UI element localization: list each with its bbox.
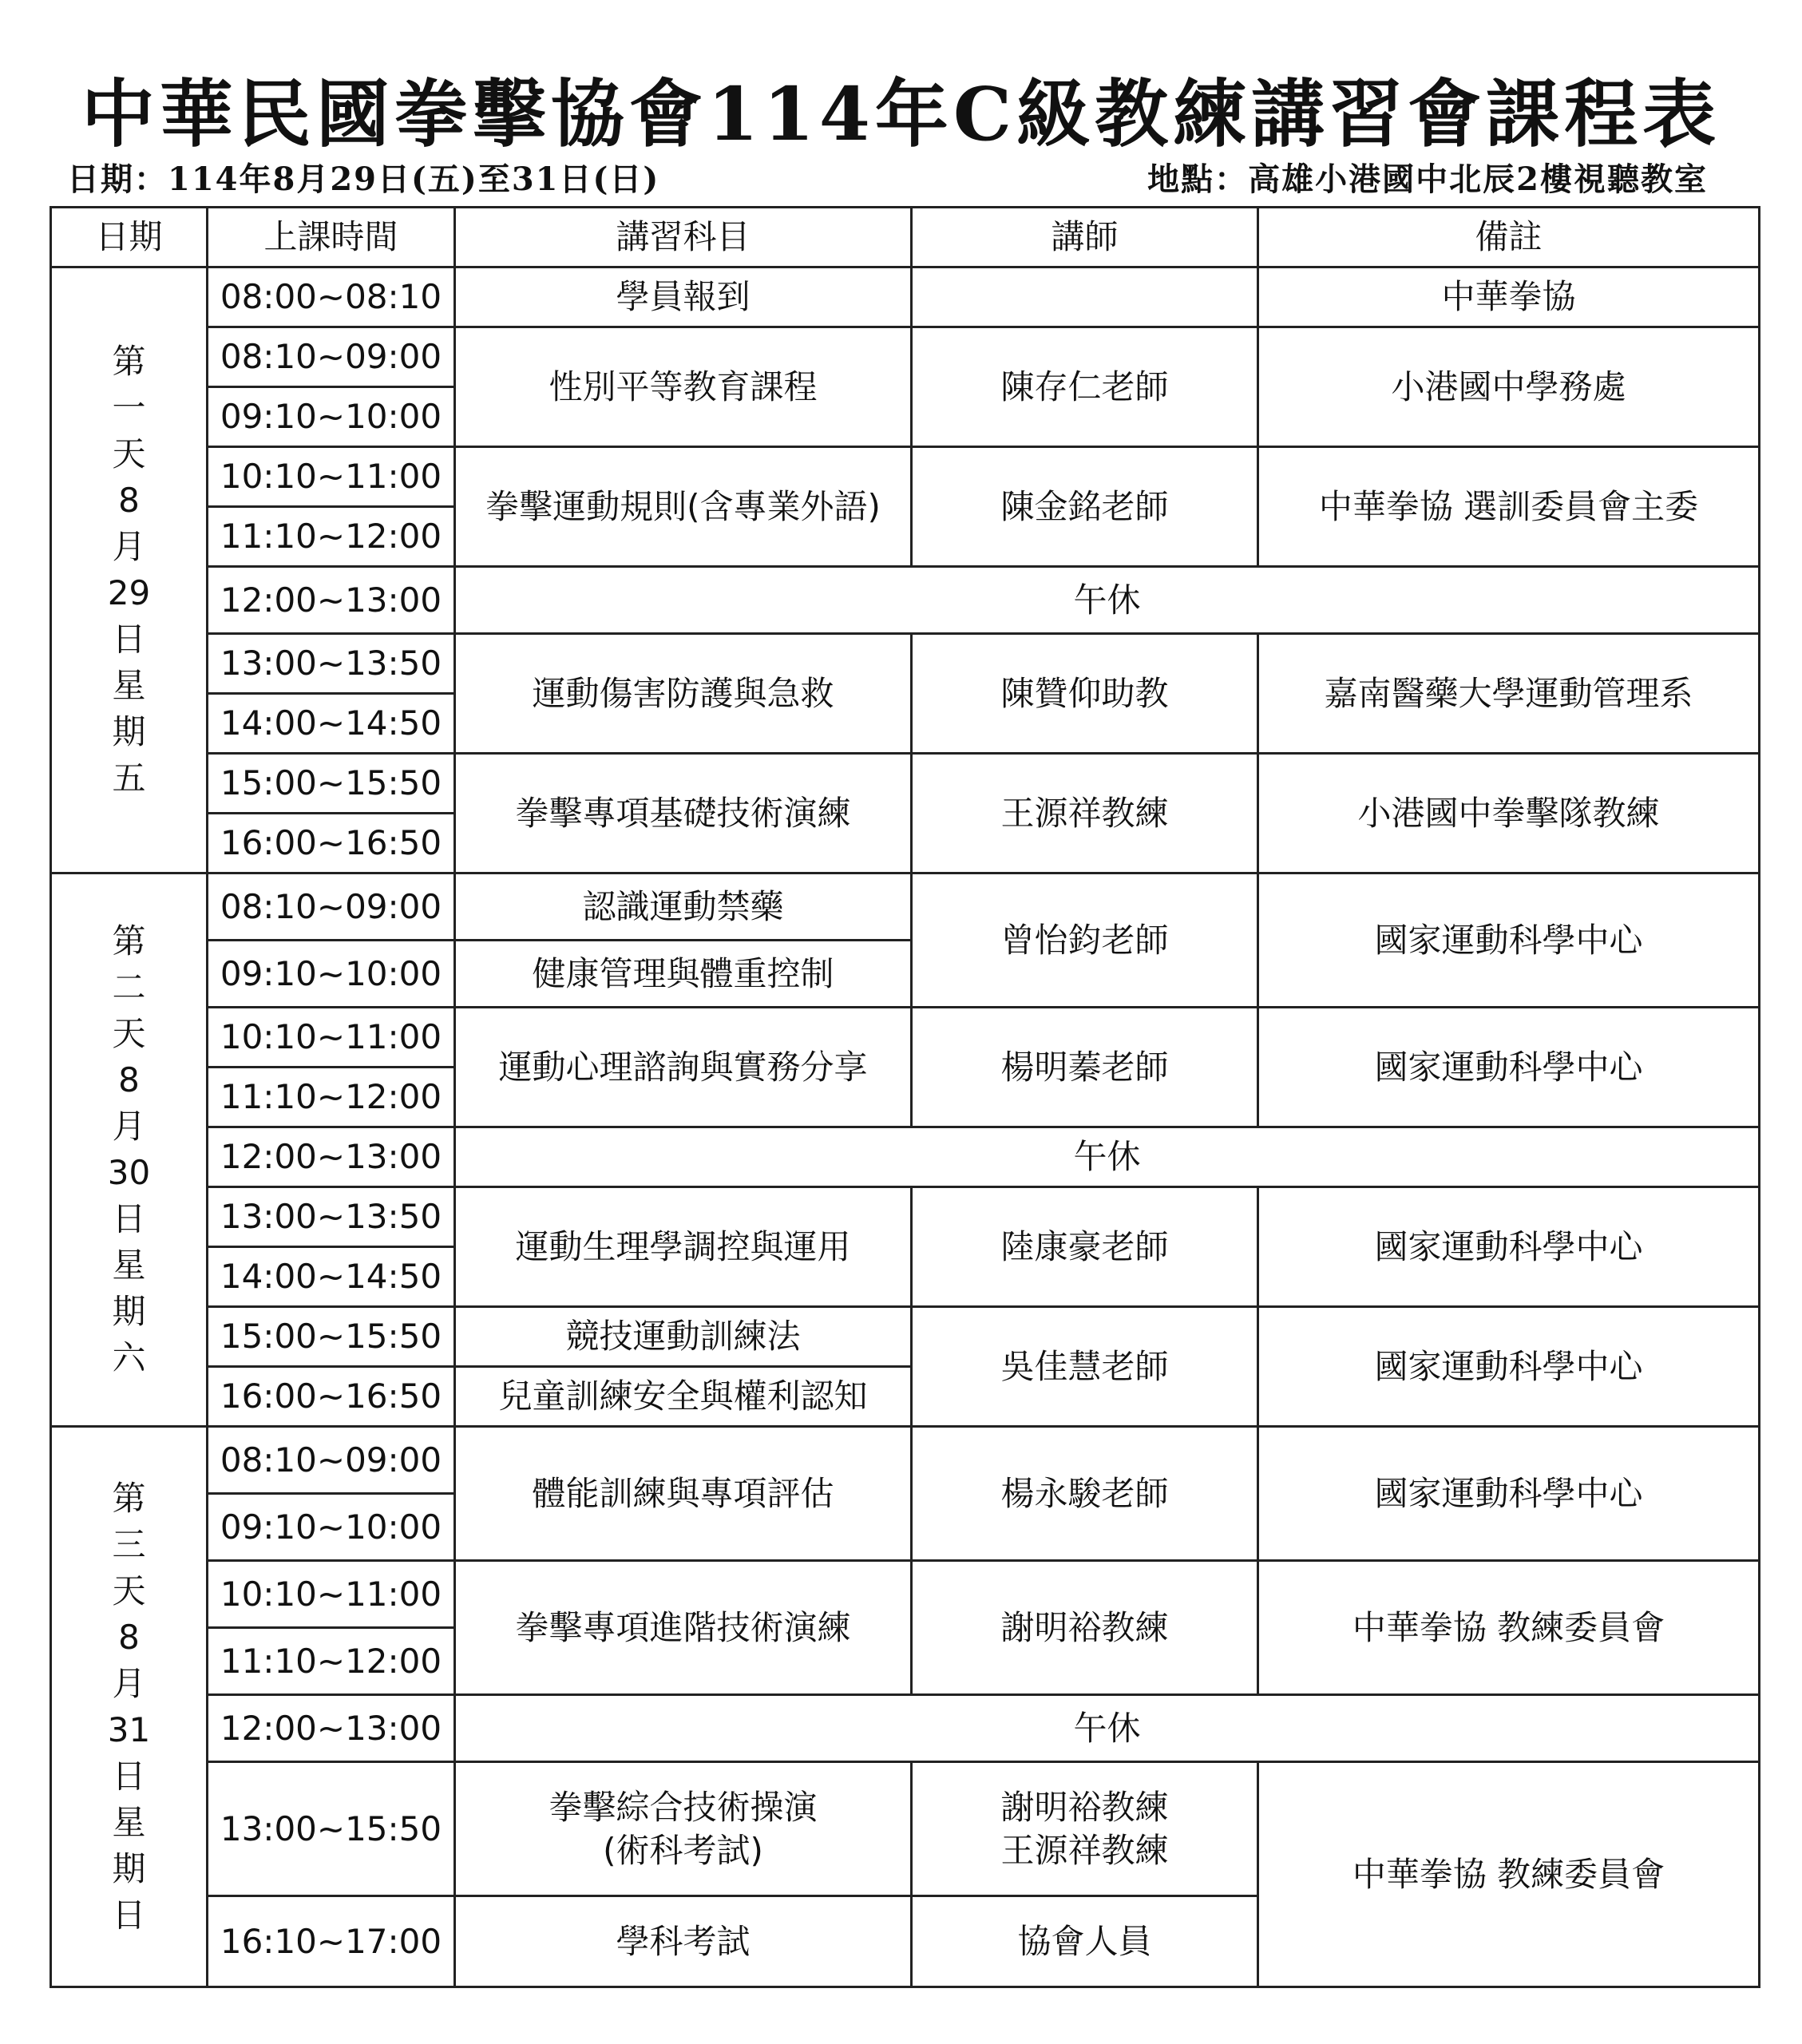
day-cell	[51, 873, 208, 1427]
remark-cell: 小港國中拳擊隊教練	[1258, 754, 1760, 873]
instructor-line: 王源祥教練	[1000, 1830, 1169, 1870]
day-label: 第二天8月30日星期六	[107, 921, 151, 1377]
table-row	[51, 634, 1760, 694]
instructor-cell: 曾怡鈞老師	[912, 873, 1258, 1008]
remark-cell: 中華拳協 教練委員會	[1258, 1762, 1760, 1987]
table-row	[51, 1762, 1760, 1896]
time-cell: 12:00~13:00	[208, 567, 455, 634]
table-row	[51, 1127, 1760, 1187]
instructor-cell: 吳佳慧老師	[912, 1307, 1258, 1427]
remark-cell: 國家運動科學中心	[1258, 1008, 1760, 1127]
instructor-cell: 陸康豪老師	[912, 1187, 1258, 1307]
remark-cell: 小港國中學務處	[1258, 327, 1760, 447]
subject-cell: 運動心理諮詢與實務分享	[455, 1008, 912, 1127]
time-cell: 08:00~08:10	[208, 267, 455, 327]
instructor-cell: 協會人員	[912, 1896, 1258, 1987]
instructor-cell: 王源祥教練	[912, 754, 1258, 873]
date-line: 日期：114年8月29日(五)至31日(日)	[67, 160, 660, 198]
subject-cell: 拳擊運動規則(含專業外語)	[455, 447, 912, 567]
time-cell: 11:10~12:00	[208, 507, 455, 567]
subject-cell: 競技運動訓練法	[455, 1307, 912, 1367]
remark-cell: 國家運動科學中心	[1258, 873, 1760, 1008]
table-row	[51, 754, 1760, 814]
header-date: 日期	[51, 208, 208, 267]
subject-cell: 運動生理學調控與運用	[455, 1187, 912, 1307]
time-cell: 16:00~16:50	[208, 814, 455, 873]
table-row	[51, 567, 1760, 634]
header-subject: 講習科目	[455, 208, 912, 267]
time-cell: 14:00~14:50	[208, 1247, 455, 1307]
time-cell: 15:00~15:50	[208, 754, 455, 814]
lunch-break-cell: 午休	[455, 567, 1760, 634]
time-cell: 09:10~10:00	[208, 941, 455, 1008]
instructor-cell: 陳金銘老師	[912, 447, 1258, 567]
instructor-cell: 楊永駿老師	[912, 1427, 1258, 1561]
location-line: 地點：高雄小港國中北辰2樓視聽教室	[1147, 160, 1708, 198]
table-row	[51, 1307, 1760, 1367]
subject-cell: 性別平等教育課程	[455, 327, 912, 447]
header-row	[51, 208, 1760, 267]
time-cell: 08:10~09:00	[208, 327, 455, 387]
instructor-cell: 陳存仁老師	[912, 327, 1258, 447]
subject-line: 拳擊綜合技術操演	[549, 1787, 818, 1827]
time-cell: 16:10~17:00	[208, 1896, 455, 1987]
subject-cell: 兒童訓練安全與權利認知	[455, 1367, 912, 1427]
instructor-cell: 楊明蓁老師	[912, 1008, 1258, 1127]
table-row	[51, 267, 1760, 327]
remark-cell: 中華拳協 教練委員會	[1258, 1561, 1760, 1695]
time-cell: 09:10~10:00	[208, 387, 455, 447]
time-cell: 12:00~13:00	[208, 1695, 455, 1762]
day-label: 第一天8月29日星期五	[107, 342, 151, 798]
lunch-break-cell: 午休	[455, 1695, 1760, 1762]
header-remark: 備註	[1258, 208, 1760, 267]
subject-line: (術科考試)	[603, 1830, 763, 1870]
instructor-line: 謝明裕教練	[1000, 1787, 1169, 1827]
day-cell	[51, 267, 208, 873]
table-row	[51, 873, 1760, 941]
table-row	[51, 1561, 1760, 1628]
lunch-break-cell: 午休	[455, 1127, 1760, 1187]
time-cell: 12:00~13:00	[208, 1127, 455, 1187]
time-cell: 09:10~10:00	[208, 1494, 455, 1561]
remark-cell: 國家運動科學中心	[1258, 1187, 1760, 1307]
table-row	[51, 1427, 1760, 1494]
table-row	[51, 1187, 1760, 1247]
day-label: 第三天8月31日星期日	[107, 1478, 151, 1935]
time-cell: 10:10~11:00	[208, 1008, 455, 1068]
subject-cell: 認識運動禁藥	[455, 873, 912, 941]
subject-cell: 學科考試	[455, 1896, 912, 1987]
subject-cell: 拳擊專項進階技術演練	[455, 1561, 912, 1695]
remark-cell: 嘉南醫藥大學運動管理系	[1258, 634, 1760, 754]
instructor-cell: 謝明裕教練	[912, 1561, 1258, 1695]
time-cell: 14:00~14:50	[208, 694, 455, 754]
time-cell: 13:00~15:50	[208, 1762, 455, 1896]
time-cell: 10:10~11:00	[208, 1561, 455, 1628]
instructor-cell: 陳贊仰助教	[912, 634, 1258, 754]
time-cell: 16:00~16:50	[208, 1367, 455, 1427]
header-time: 上課時間	[208, 208, 455, 267]
day-cell	[51, 1427, 208, 1987]
remark-cell: 中華拳協	[1258, 267, 1760, 327]
instructor-cell	[912, 267, 1258, 327]
schedule-table	[50, 206, 1760, 1988]
instructor-cell	[912, 1762, 1258, 1896]
subject-cell: 運動傷害防護與急救	[455, 634, 912, 754]
table-row	[51, 1008, 1760, 1068]
time-cell: 15:00~15:50	[208, 1307, 455, 1367]
time-cell: 13:00~13:50	[208, 1187, 455, 1247]
subject-cell	[455, 1762, 912, 1896]
time-cell: 08:10~09:00	[208, 873, 455, 941]
remark-cell: 國家運動科學中心	[1258, 1427, 1760, 1561]
remark-cell: 中華拳協 選訓委員會主委	[1258, 447, 1760, 567]
header-instructor: 講師	[912, 208, 1258, 267]
time-cell: 11:10~12:00	[208, 1068, 455, 1127]
time-cell: 08:10~09:00	[208, 1427, 455, 1494]
time-cell: 10:10~11:00	[208, 447, 455, 507]
time-cell: 11:10~12:00	[208, 1628, 455, 1695]
subject-cell: 體能訓練與專項評估	[455, 1427, 912, 1561]
table-row	[51, 327, 1760, 387]
subject-cell: 學員報到	[455, 267, 912, 327]
table-row	[51, 1695, 1760, 1762]
remark-cell: 國家運動科學中心	[1258, 1307, 1760, 1427]
table-row	[51, 447, 1760, 507]
subject-cell: 健康管理與體重控制	[455, 941, 912, 1008]
subject-cell: 拳擊專項基礎技術演練	[455, 754, 912, 873]
time-cell: 13:00~13:50	[208, 634, 455, 694]
page-title: 中華民國拳擊協會114年C級教練講習會課程表	[81, 71, 1721, 157]
